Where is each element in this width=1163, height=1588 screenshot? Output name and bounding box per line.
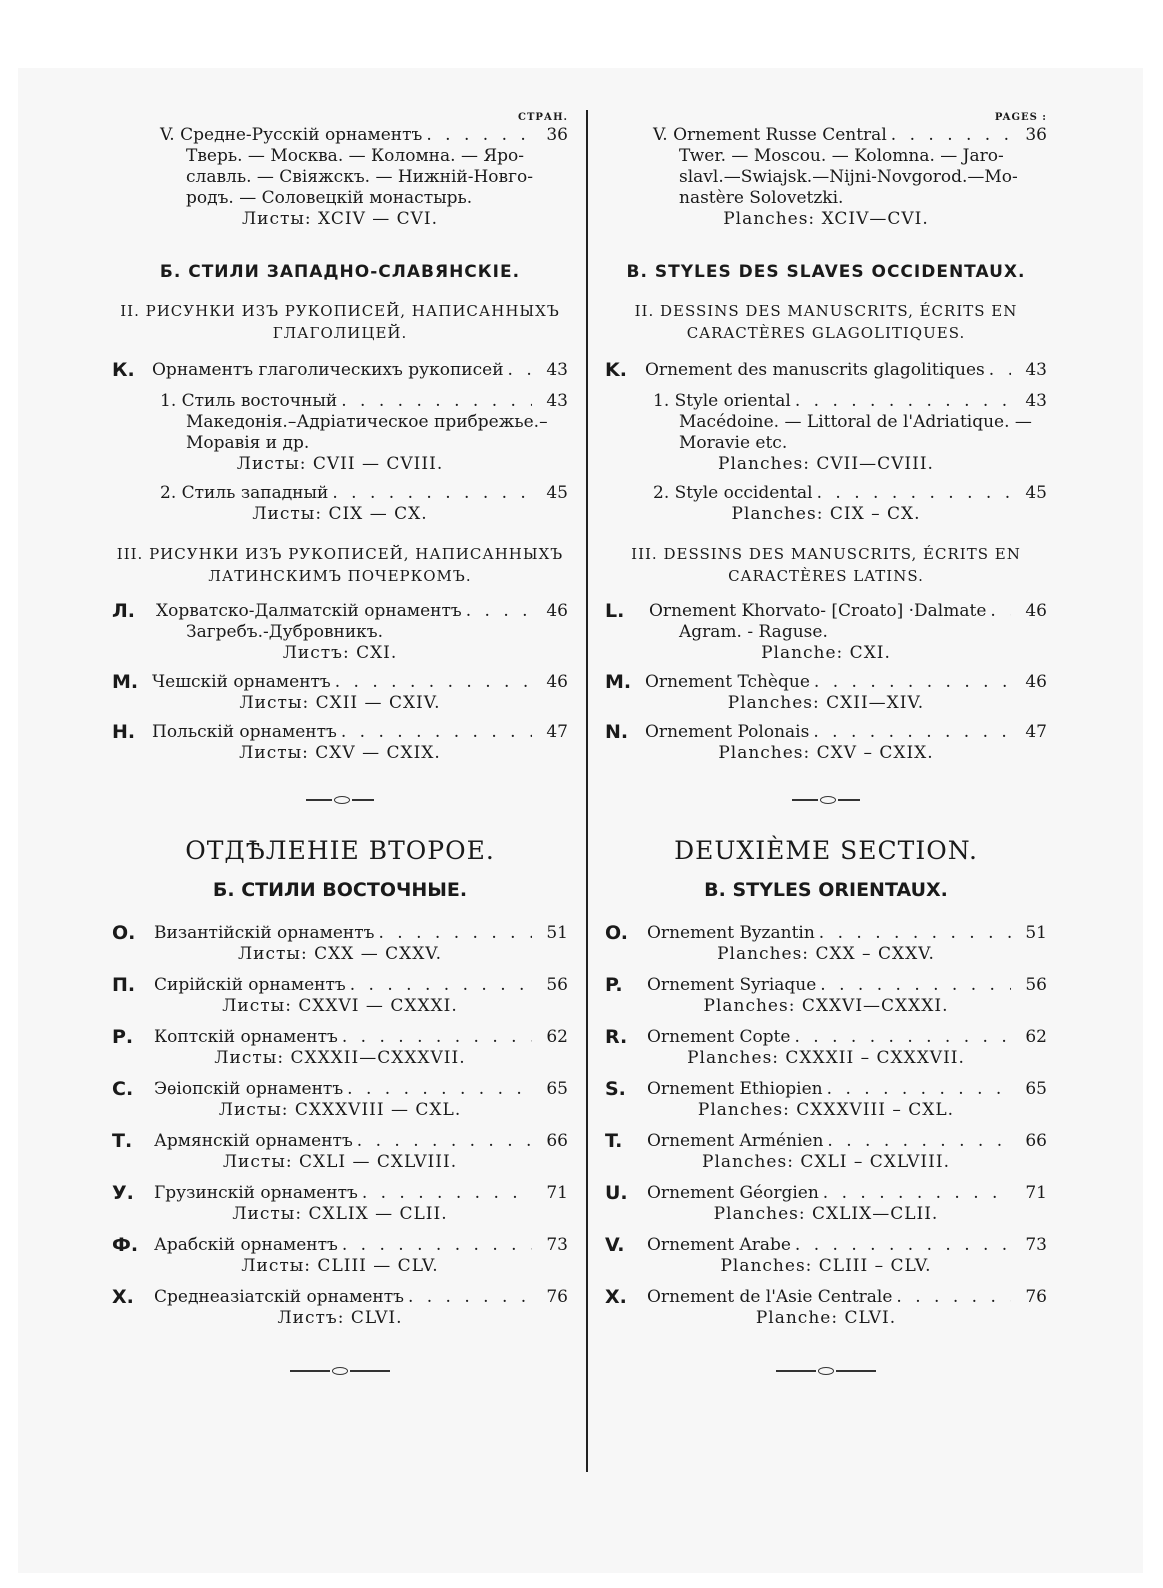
toc-entry-letter: О. <box>112 922 136 944</box>
toc-entry-line <box>112 923 568 944</box>
toc-entry <box>605 1287 1047 1329</box>
entry-n-label: Ornement Polonais <box>645 722 810 742</box>
leader-dots <box>795 391 1011 412</box>
leader-dots <box>378 923 532 944</box>
page-column-header: СТРАН. <box>518 112 568 123</box>
entry-n-line <box>605 722 1047 743</box>
toc-entry-letter: Х. <box>112 1286 134 1308</box>
entry-v-line <box>605 125 1047 146</box>
entry-v <box>112 125 568 230</box>
entry-k2 <box>605 483 1047 525</box>
toc-entry-page: 71 <box>1025 1183 1047 1203</box>
toc-entry-page: 62 <box>1025 1027 1047 1047</box>
entry-l-plates: Planche: CXI. <box>761 643 891 663</box>
toc-entry-line <box>112 975 568 996</box>
group-iii-title <box>112 543 568 587</box>
entry-l-places-line: Agram. - Raguse. <box>679 622 828 642</box>
toc-entry-plates: Листы: CLIII — CLV. <box>241 1256 439 1276</box>
entry-k-line <box>605 360 1047 381</box>
toc-entry-page: 65 <box>1025 1079 1047 1099</box>
toc-entry-page: 65 <box>546 1079 568 1099</box>
entry-v-places-line: родъ. — Соловецкій монастырь. <box>186 188 473 208</box>
leader-dots <box>426 125 532 146</box>
leader-dots <box>362 1183 532 1204</box>
section-b-oriental-title: B. STYLES ORIENTAUX. <box>704 879 948 901</box>
toc-entry-label: Армянскій орнаментъ <box>154 1131 353 1151</box>
entry-k1-line <box>605 391 1047 412</box>
entry-v-places-line: Тверь. — Москва. — Коломна. — Яро- <box>186 146 524 166</box>
entry-n <box>605 722 1047 764</box>
entry-k2-line <box>605 483 1047 504</box>
leader-dots <box>820 975 1011 996</box>
toc-entry-plates: Planches: CXX – CXXV. <box>717 944 935 964</box>
group-ii-title-line: CARACTÈRES GLAGOLITIQUES. <box>686 324 966 342</box>
entry-v-label: V. Ornement Russe Central <box>653 125 887 145</box>
toc-entry-page: 73 <box>1025 1235 1047 1255</box>
leader-dots <box>817 483 1011 504</box>
toc-entry-letter: П. <box>112 974 136 996</box>
entry-k1-places-line: Macédoine. — Littoral de l'Adriatique. — <box>679 412 1032 432</box>
entry-k-letter: К. <box>112 359 135 381</box>
leader-dots <box>813 722 1011 743</box>
entry-k2-line <box>112 483 568 504</box>
entry-k1-label: 1. Стиль восточный <box>160 391 338 411</box>
entry-l-letter: L. <box>605 600 625 622</box>
toc-entry-letter: U. <box>605 1182 628 1204</box>
group-ii-title-line: ГЛАГОЛИЦЕЙ. <box>272 324 408 342</box>
toc-entry-letter: S. <box>605 1078 626 1100</box>
toc-entry-page: 66 <box>1025 1131 1047 1151</box>
ornament-divider <box>605 794 1047 806</box>
toc-entry-label: Сирійскій орнаментъ <box>154 975 346 995</box>
section-b-title: B. STYLES DES SLAVES OCCIDENTAUX. <box>626 262 1026 282</box>
entry-v-places-line: Twer. — Moscou. — Kolomna. — Jaro- <box>679 146 1004 166</box>
toc-entry <box>112 923 568 965</box>
group-iii-title-line: CARACTÈRES LATINS. <box>728 567 924 585</box>
group-ii-title <box>112 300 568 344</box>
toc-entry-line <box>112 1287 568 1308</box>
toc-entry-label: Эѳіопскій орнаментъ <box>154 1079 344 1099</box>
entry-l-places-line: Загребъ.-Дубровникъ. <box>186 622 384 642</box>
toc-entry <box>605 1131 1047 1173</box>
entry-k1-page: 43 <box>1025 391 1047 411</box>
entry-n-plates: Листы: CXV — CXIX. <box>239 743 441 763</box>
toc-entry-label: Среднеазіатскій орнаментъ <box>154 1287 404 1307</box>
toc-entry-letter: R. <box>605 1026 628 1048</box>
leader-dots <box>332 483 532 504</box>
leader-dots <box>508 360 532 381</box>
toc-entry-line <box>605 1183 1047 1204</box>
toc-entry-line <box>112 1131 568 1152</box>
leader-dots <box>341 391 532 412</box>
leader-dots <box>896 1287 1011 1308</box>
toc-entry-letter: Ф. <box>112 1234 139 1256</box>
toc-entry-letter: X. <box>605 1286 627 1308</box>
toc-entry-line <box>605 975 1047 996</box>
entry-k <box>605 360 1047 381</box>
leader-dots <box>823 1183 1011 1204</box>
ornament-divider <box>112 1365 568 1377</box>
toc-entry-letter: P. <box>605 974 623 996</box>
leader-dots <box>357 1131 532 1152</box>
toc-entry-letter: V. <box>605 1234 625 1256</box>
leader-dots <box>341 722 532 743</box>
toc-entry-plates: Листы: CXX — CXXV. <box>237 944 443 964</box>
toc-entry <box>605 975 1047 1017</box>
entry-n-letter: Н. <box>112 721 136 743</box>
entry-k <box>112 360 568 381</box>
toc-entry <box>112 1235 568 1277</box>
toc-entry-line <box>605 1287 1047 1308</box>
leader-dots <box>342 1027 532 1048</box>
ornament-divider <box>605 1365 1047 1377</box>
toc-entry-page: 56 <box>546 975 568 995</box>
toc-entry-label: Византійскій орнаментъ <box>154 923 375 943</box>
toc-entry-label: Ornement Arabe <box>647 1235 791 1255</box>
entry-l-line <box>605 601 1047 622</box>
russian-column <box>112 112 568 1377</box>
section-b-oriental-title: Б. СТИЛИ ВОСТОЧНЫЕ. <box>212 879 468 901</box>
toc-entry-plates: Листъ: CLVI. <box>277 1308 403 1328</box>
entry-k2-page: 45 <box>1025 483 1047 503</box>
toc-entry-plates: Листы: CXXXII—CXXXVII. <box>214 1048 466 1068</box>
toc-entry <box>112 1287 568 1329</box>
entry-m-plates: Planches: CXII—XIV. <box>727 693 925 713</box>
toc-entry <box>605 923 1047 965</box>
entry-m-label: Ornement Tchèque <box>645 672 810 692</box>
entry-k1-label: 1. Style oriental <box>653 391 791 411</box>
entry-m-letter: M. <box>605 671 632 693</box>
entry-m <box>605 672 1047 714</box>
toc-entry-page: 76 <box>1025 1287 1047 1307</box>
toc-entry-line <box>605 1079 1047 1100</box>
entry-m <box>112 672 568 714</box>
toc-entry-line <box>112 1183 568 1204</box>
group-ii-title-line: II. РИСУНКИ ИЗЪ РУКОПИСЕЙ, НАПИСАННЫХЪ <box>120 302 560 320</box>
toc-entry-plates: Planches: CXXXVIII – CXL. <box>697 1100 955 1120</box>
leader-dots <box>342 1235 532 1256</box>
entry-k-label: Ornement des manuscrits glagolitiques <box>645 360 985 380</box>
entry-k2-label: 2. Style occidental <box>653 483 813 503</box>
group-iii-title <box>605 543 1047 587</box>
leader-dots <box>827 1079 1011 1100</box>
section-two-title: DEUXIÈME SECTION. <box>674 836 978 865</box>
entry-k2-page: 45 <box>546 483 568 503</box>
toc-entry <box>605 1027 1047 1069</box>
entry-k1-plates: Листы: CVII — CVIII. <box>236 454 444 474</box>
toc-entry <box>112 1027 568 1069</box>
toc-entry-letter: С. <box>112 1078 134 1100</box>
leader-dots <box>827 1131 1011 1152</box>
toc-entry-label: Грузинскій орнаментъ <box>154 1183 358 1203</box>
entry-v <box>605 125 1047 230</box>
toc-entry <box>605 1079 1047 1121</box>
entry-v-line <box>112 125 568 146</box>
toc-entry-plates: Листы: CXXVI — CXXXI. <box>222 996 458 1016</box>
leader-dots <box>350 975 532 996</box>
entry-n <box>112 722 568 764</box>
toc-entry <box>112 1131 568 1173</box>
toc-entry-label: Ornement Copte <box>647 1027 791 1047</box>
leader-dots <box>819 923 1011 944</box>
entry-n-letter: N. <box>605 721 629 743</box>
entry-n-line <box>112 722 568 743</box>
entry-m-plates: Листы: CXII — CXIV. <box>239 693 441 713</box>
leader-dots <box>347 1079 532 1100</box>
entry-l-plates: Листъ: CXI. <box>282 643 398 663</box>
entry-l-letter: Л. <box>112 600 135 622</box>
toc-entry-plates: Листы: CXLIX — CLII. <box>232 1204 448 1224</box>
toc-entry-plates: Planches: CXLIX—CLII. <box>713 1204 939 1224</box>
toc-entry-page: 51 <box>546 923 568 943</box>
leader-dots <box>794 1027 1011 1048</box>
entry-n-page: 47 <box>546 722 568 742</box>
toc-entry-label: Ornement Géorgien <box>647 1183 819 1203</box>
toc-entry-label: Ornement Ethiopien <box>647 1079 823 1099</box>
leader-dots <box>989 360 1011 381</box>
toc-entry-label: Коптскій орнаментъ <box>154 1027 338 1047</box>
toc-entry-label: Ornement de l'Asie Centrale <box>647 1287 893 1307</box>
entry-k1-plates: Planches: CVII—CVIII. <box>718 454 934 474</box>
entry-m-letter: М. <box>112 671 139 693</box>
entry-v-places-line: nastère Solovetzki. <box>679 188 844 208</box>
page-column-header: PAGES : <box>994 112 1047 123</box>
entry-v-page: 36 <box>1025 125 1047 145</box>
entry-m-page: 46 <box>1025 672 1047 692</box>
toc-entry-label: Ornement Arménien <box>647 1131 824 1151</box>
entry-l-page: 46 <box>1025 601 1047 621</box>
entry-m-page: 46 <box>546 672 568 692</box>
entry-l-line <box>112 601 568 622</box>
toc-entry-page: 73 <box>546 1235 568 1255</box>
toc-entry-label: Ornement Syriaque <box>647 975 817 995</box>
entry-k2-plates: Planches: CIX – CX. <box>731 504 921 524</box>
toc-entry <box>605 1183 1047 1225</box>
entry-k1-page: 43 <box>546 391 568 411</box>
entry-n-label: Польскій орнаментъ <box>152 722 337 742</box>
entry-l <box>112 601 568 664</box>
group-iii-title-line: ЛАТИНСКИМЪ ПОЧЕРКОМЪ. <box>208 567 472 585</box>
toc-entry-letter: Т. <box>112 1130 133 1152</box>
entry-v-plates: Листы: XCIV — CVI. <box>241 209 439 229</box>
toc-entry-line <box>605 1131 1047 1152</box>
toc-entry-letter: Р. <box>112 1026 134 1048</box>
leader-dots <box>335 672 532 693</box>
entry-v-page: 36 <box>546 125 568 145</box>
entry-k1-places-line: Moravie etc. <box>679 433 788 453</box>
leader-dots <box>814 672 1011 693</box>
french-column <box>605 112 1047 1377</box>
entry-k2 <box>112 483 568 525</box>
entry-l-label: Хорватско-Далматскій орнаментъ <box>156 601 462 621</box>
toc-entry-line <box>112 1027 568 1048</box>
leader-dots <box>466 601 532 622</box>
section-two-title: ОТДѢЛЕНІЕ ВТОРОЕ. <box>185 836 495 865</box>
toc-entry-page: 56 <box>1025 975 1047 995</box>
group-iii-title-line: III. DESSINS DES MANUSCRITS, ÉCRITS EN <box>631 545 1021 563</box>
entry-m-line <box>605 672 1047 693</box>
toc-entry <box>112 975 568 1017</box>
toc-entry-label: Ornement Byzantin <box>647 923 815 943</box>
entry-k-label: Орнаментъ глаголическихъ рукописей <box>152 360 504 380</box>
entry-n-plates: Planches: CXV – CXIX. <box>718 743 934 763</box>
toc-entry-label: Арабскій орнаментъ <box>154 1235 338 1255</box>
entry-k1-places-line: Македонія.–Адріатическое прибрежье.– <box>186 412 548 432</box>
toc-entry-page: 51 <box>1025 923 1047 943</box>
group-ii-title-line: II. DESSINS DES MANUSCRITS, ÉCRITS EN <box>634 302 1018 320</box>
toc-entry-plates: Planches: CXXVI—CXXXI. <box>703 996 949 1016</box>
entry-v-places-line: славль. — Свіяжскъ. — Нижній-Новго- <box>186 167 533 187</box>
toc-entry-page: 66 <box>546 1131 568 1151</box>
entry-v-places-line: slavl.—Swiajsk.—Nijni-Novgorod.—Mo- <box>679 167 1018 187</box>
toc-entry-plates: Planches: CXXXII – CXXXVII. <box>687 1048 965 1068</box>
entry-k1-line <box>112 391 568 412</box>
entry-k1 <box>112 391 568 475</box>
toc-entry <box>112 1183 568 1225</box>
entry-l-label: Ornement Khorvato- [Croato] ·Dalmate <box>649 601 987 621</box>
toc-entry-letter: У. <box>112 1182 134 1204</box>
toc-entry-plates: Листы: CXXXVIII — CXL. <box>218 1100 462 1120</box>
entry-k-letter: K. <box>605 359 627 381</box>
leader-dots <box>990 601 1011 622</box>
column-divider <box>586 110 588 1472</box>
ornament-divider <box>112 794 568 806</box>
toc-entry-page: 62 <box>546 1027 568 1047</box>
toc-entry <box>112 1079 568 1121</box>
toc-entry-plates: Planche: CLVI. <box>755 1308 897 1328</box>
group-iii-title-line: III. РИСУНКИ ИЗЪ РУКОПИСЕЙ, НАПИСАННЫХЪ <box>116 545 564 563</box>
leader-dots <box>408 1287 532 1308</box>
toc-entry-line <box>112 1079 568 1100</box>
section-b-title: Б. СТИЛИ ЗАПАДНО-СЛАВЯНСКІЕ. <box>159 262 521 282</box>
entry-k-line <box>112 360 568 381</box>
toc-entry-plates: Planches: CLIII – CLV. <box>720 1256 932 1276</box>
entry-m-label: Чешскій орнаментъ <box>152 672 331 692</box>
toc-entry-line <box>605 1235 1047 1256</box>
entry-m-line <box>112 672 568 693</box>
toc-entry-letter: O. <box>605 922 628 944</box>
entry-k1-places-line: Моравія и др. <box>186 433 310 453</box>
entry-k-page: 43 <box>546 360 568 380</box>
entry-v-plates: Planches: XCIV—CVI. <box>723 209 929 229</box>
leader-dots <box>891 125 1011 146</box>
entry-v-label: V. Средне-Русскій орнаментъ <box>160 125 423 145</box>
toc-entry-page: 71 <box>546 1183 568 1203</box>
toc-entry-letter: T. <box>605 1130 623 1152</box>
entry-k2-label: 2. Стиль западный <box>160 483 329 503</box>
toc-entry-page: 76 <box>546 1287 568 1307</box>
toc-entry-plates: Листы: CXLI — CXLVIII. <box>222 1152 458 1172</box>
entry-l-page: 46 <box>546 601 568 621</box>
toc-entry <box>605 1235 1047 1277</box>
leader-dots <box>795 1235 1011 1256</box>
toc-entry-line <box>605 1027 1047 1048</box>
toc-entry-line <box>112 1235 568 1256</box>
toc-entry-plates: Planches: CXLI – CXLVIII. <box>702 1152 950 1172</box>
entry-k1 <box>605 391 1047 475</box>
entry-k-page: 43 <box>1025 360 1047 380</box>
entry-l <box>605 601 1047 664</box>
group-ii-title <box>605 300 1047 344</box>
toc-entry-line <box>605 923 1047 944</box>
entry-k2-plates: Листы: CIX — CX. <box>252 504 428 524</box>
entry-n-page: 47 <box>1025 722 1047 742</box>
